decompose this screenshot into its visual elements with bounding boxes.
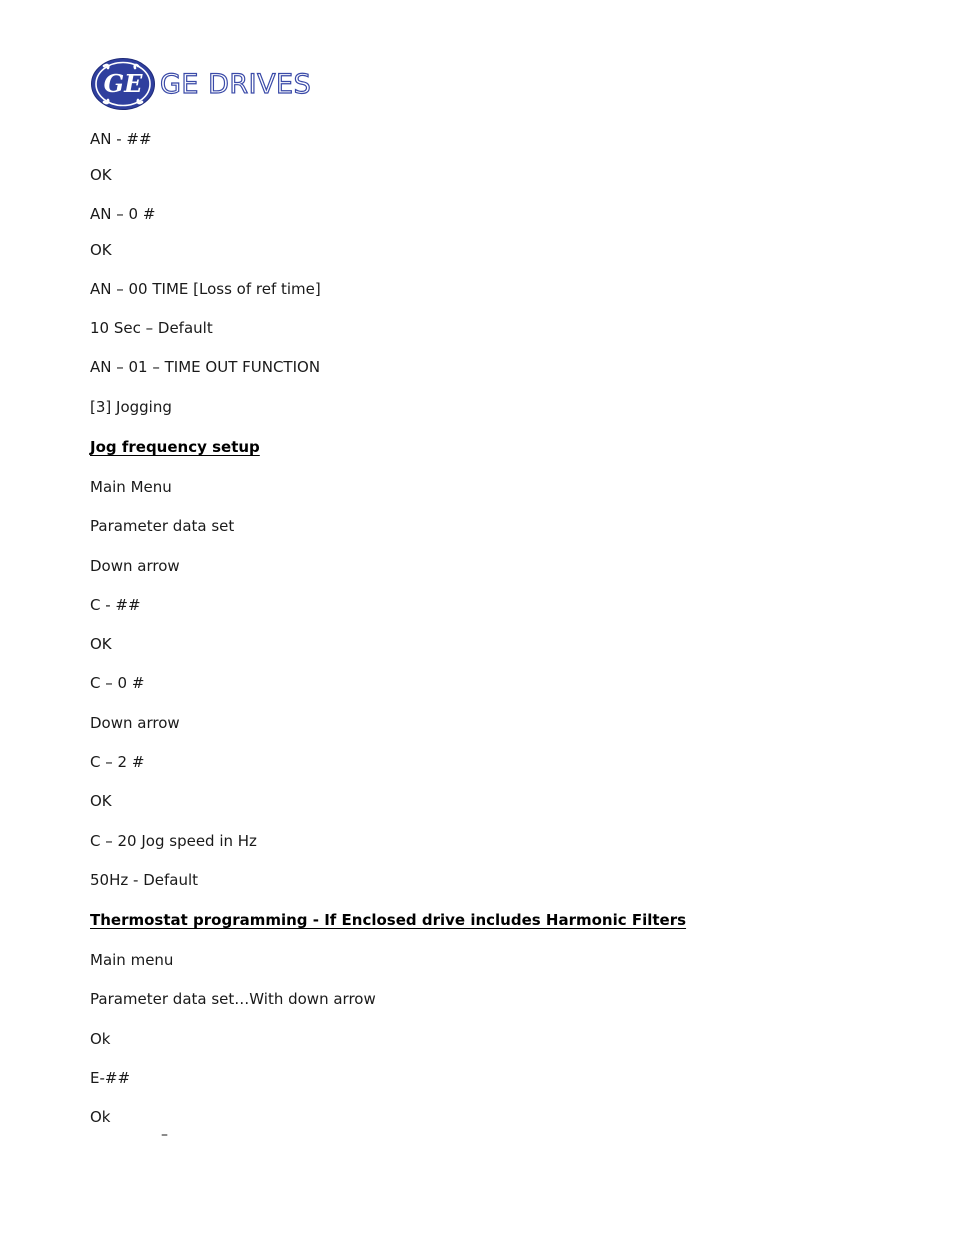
text-line: OK: [90, 241, 112, 259]
text-line: Down arrow: [90, 714, 180, 732]
section-heading-thermostat: Thermostat programming - If Enclosed drive includes Harmonic Filters: [90, 911, 687, 929]
text-line: AN – 01 – TIME OUT FUNCTION: [90, 358, 321, 376]
text-line: Ok: [90, 1108, 111, 1126]
text-line: Parameter data set: [90, 517, 235, 535]
text-line: Main menu: [90, 951, 174, 969]
text-line: Down arrow: [90, 557, 180, 575]
text-line: C – 20 Jog speed in Hz: [90, 832, 257, 850]
text-line: C – 2 #: [90, 753, 145, 771]
text-line: C - ##: [90, 596, 141, 614]
text-line: [3] Jogging: [90, 398, 172, 416]
text-line: OK: [90, 635, 112, 653]
section-heading-jog-frequency: Jog frequency setup: [90, 438, 260, 456]
text-line: OK: [90, 792, 112, 810]
text-line: Ok: [90, 1030, 111, 1048]
logo-wordmark: GE DRIVES: [160, 68, 312, 100]
logo-monogram-text: GE: [103, 69, 143, 98]
text-line: E-##: [90, 1069, 131, 1087]
text-line: OK: [90, 166, 112, 184]
ge-monogram-icon: [90, 57, 156, 111]
text-line: 50Hz - Default: [90, 871, 198, 889]
text-line: Parameter data set…With down arrow: [90, 990, 376, 1008]
ge-drives-logo: [90, 56, 330, 112]
text-line: AN – 00 TIME [Loss of ref time]: [90, 280, 321, 298]
text-line: 10 Sec – Default: [90, 319, 213, 337]
stray-dash-mark: –: [161, 1127, 168, 1143]
text-line: C – 0 #: [90, 674, 145, 692]
text-line: Main Menu: [90, 478, 172, 496]
text-line: AN - ##: [90, 130, 152, 148]
text-line: AN – 0 #: [90, 205, 156, 223]
